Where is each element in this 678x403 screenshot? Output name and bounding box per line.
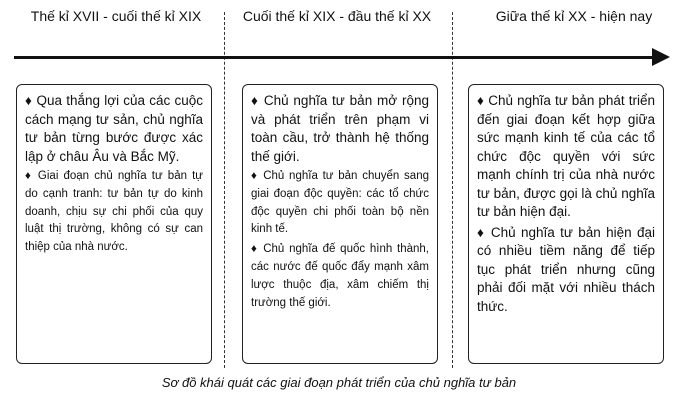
timeline-arrow-line xyxy=(14,56,662,59)
period-divider-1 xyxy=(224,12,225,368)
period-label-3: Giữa thế kỉ XX - hiện nay xyxy=(495,8,653,24)
period-divider-2 xyxy=(452,12,453,368)
stage-1-point-2: ♦ Giai đoạn chủ nghĩa tư bản tự do cạnh tranh: tư bản tự do kinh doanh, chịu sự chi phối của quy luật thị trường, không có sự can thiệp của nhà nước. xyxy=(25,170,203,254)
stage-2-point-1: ♦ Chủ nghĩa tư bản mở rộng và phát triển trên phạm vi toàn cầu, trở thành hệ thống thế giới. xyxy=(251,93,429,164)
period-label-2: Cuối thế kỉ XIX - đầu thế kỉ XX xyxy=(242,8,432,24)
stage-1-point-1: ♦ Qua thắng lợi của các cuộc cách mạng tư sản, chủ nghĩa tư bản từng bước được xác lập ở châu Âu và Bắc Mỹ. xyxy=(25,93,203,164)
diagram-caption: Sơ đồ khái quát các giai đoạn phát triển của chủ nghĩa tư bản xyxy=(161,375,517,390)
timeline-arrow-head-icon xyxy=(652,48,670,66)
stage-box-3 xyxy=(468,84,664,364)
stage-box-1 xyxy=(16,84,212,364)
stage-box-2 xyxy=(242,84,438,364)
stage-3-point-2: ♦ Chủ nghĩa tư bản hiện đại có nhiều tiềm năng để tiếp tục phát triển nhưng cũng phải đối mặt với nhiều thách thức. xyxy=(477,224,655,314)
stage-2-point-3: ♦ Chủ nghĩa đế quốc hình thành, các nước đế quốc đẩy mạnh xâm lược thuộc địa, xâm chiếm thị trường thế giới. xyxy=(251,243,429,309)
stage-3-point-1: ♦ Chủ nghĩa tư bản phát triển đến giai đoạn kết hợp giữa sức mạnh kinh tế của các tổ chức độc quyền với sức mạnh chính trị của nhà nước tư bản, được gọi là chủ nghĩa tư bản hiện đại. xyxy=(477,93,655,219)
period-label-1: Thế kỉ XVII - cuối thế kỉ XIX xyxy=(30,8,202,24)
stage-2-point-2: ♦ Chủ nghĩa tư bản chuyển sang giai đoạn độc quyền: các tổ chức độc quyền chi phối toàn bộ nền kinh tế. xyxy=(251,170,429,236)
